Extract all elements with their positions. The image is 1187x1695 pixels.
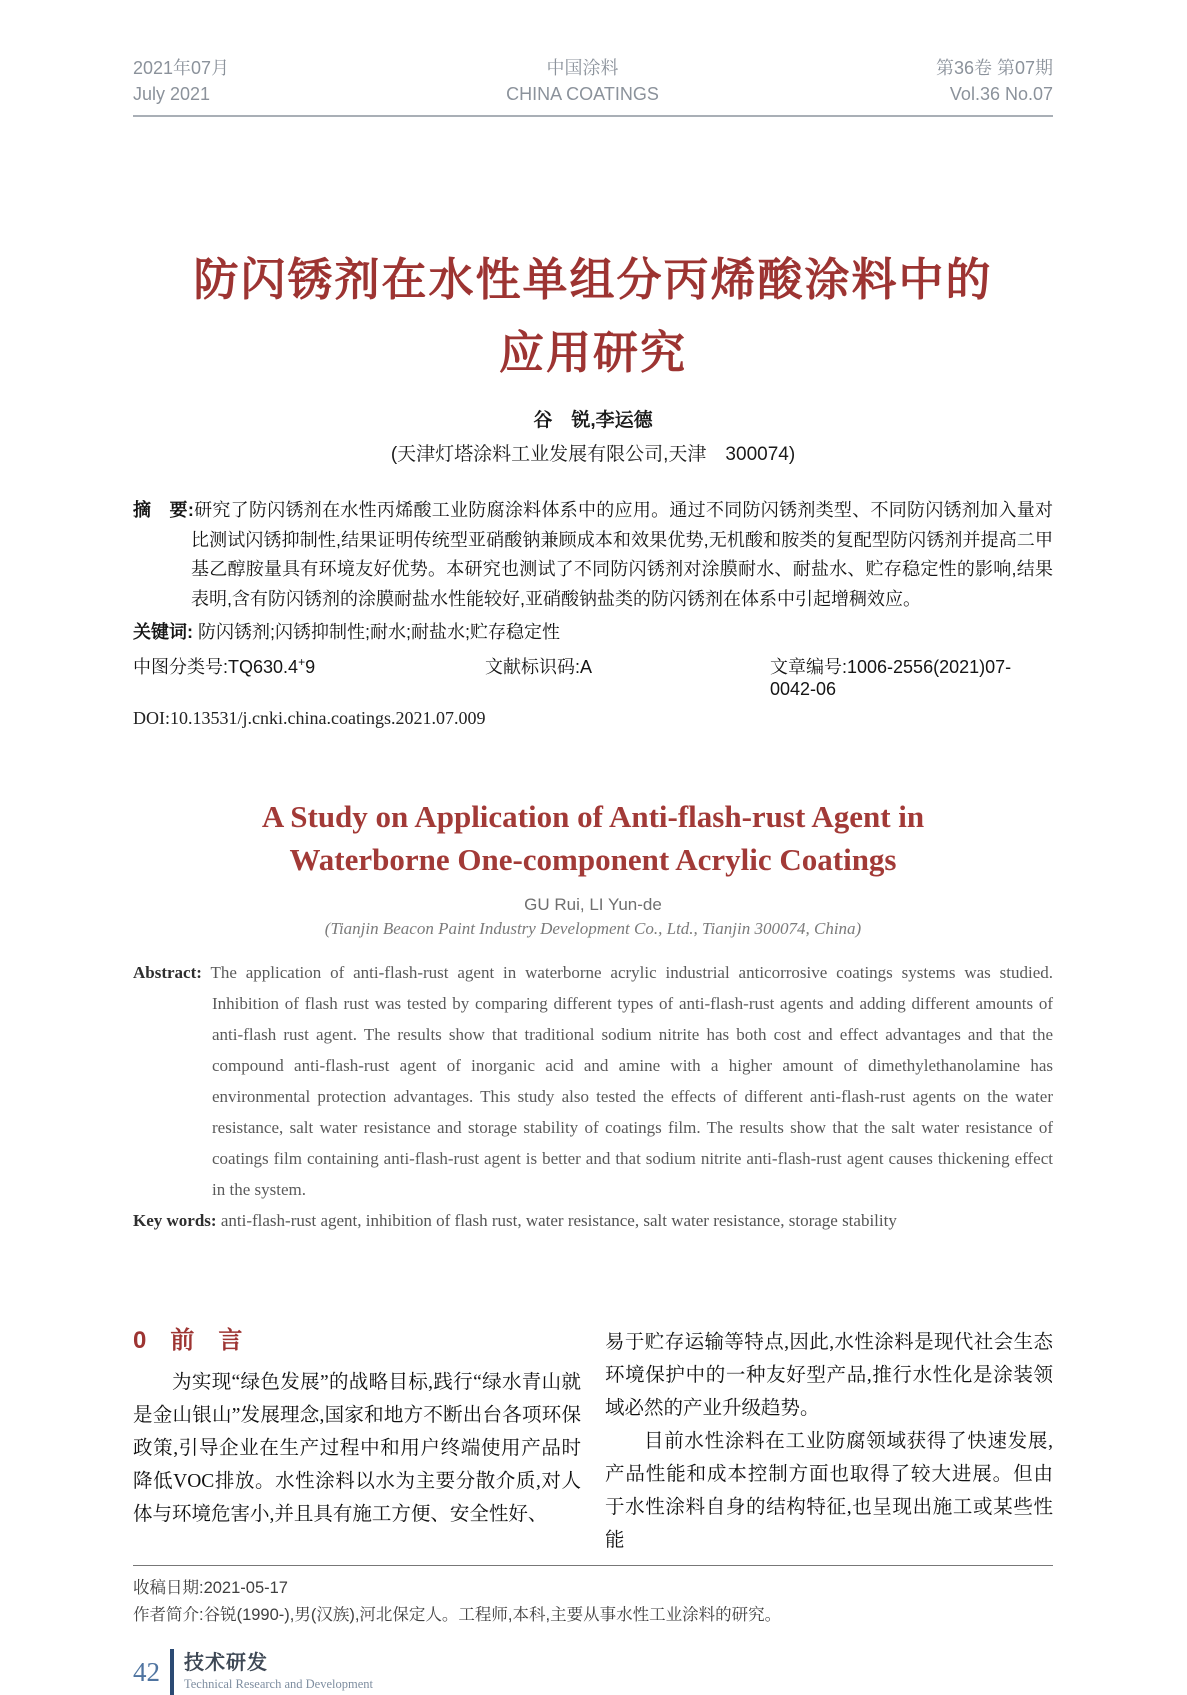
keywords-cn-text: 防闪锈剂;闪锈抑制性;耐水;耐盐水;贮存稳定性 (198, 622, 561, 642)
article-title-en-line2: Waterborne One-component Acrylic Coatings (289, 842, 897, 877)
body-paragraph: 目前水性涂料在工业防腐领域获得了快速发展,产品性能和成本控制方面也取得了较大进展。但由于水性涂料自身的结构特征,也呈现出施工或某些性能 (605, 1431, 1053, 1551)
footer-column-cn: 技术研发 (184, 1652, 268, 1674)
clc-superscript: + (298, 655, 306, 669)
abstract-en-text: The application of anti-flash-rust agent in waterborne acrylic industrial anticorrosive coatings systems was studied. Inhibition of flash rust was tested by comparing different types of anti-flash-rust agents and adding different amounts of anti-flash rust agent. The results show that traditional sodium nitrite has both cost and effect advantages and that the compound anti-flash-rust agent of inorganic acid and amine with a higher amount of dimethylethanolamine has environmental protection advantages. This study also tested the effects of different anti-flash-rust agents on the water resistance, salt water resistance and storage stability of coatings film. The results show that the salt water resistance of coatings film containing anti-flash-rust agent is better and that sodium nitrite anti-flash-rust agent causes thickening effect in the system. (210, 963, 1053, 1199)
footer-divider-bar (170, 1649, 174, 1695)
body-column-right (605, 1326, 1053, 1557)
header-issue (936, 55, 1053, 107)
article-title-en-line1: A Study on Application of Anti-flash-rust Agent in (261, 799, 925, 834)
keywords-en-label: Key words: (133, 1211, 217, 1230)
header-date (133, 55, 229, 107)
issue-en: Vol.36 No.07 (949, 84, 1053, 104)
body-column-left (133, 1326, 581, 1557)
received-date: 收稿日期:2021-05-17 (133, 1579, 288, 1597)
classification-row (133, 653, 1053, 700)
authors-cn: 谷 锐,李运德 (533, 410, 653, 431)
header-date-en: July 2021 (133, 84, 211, 104)
body-paragraph: 为实现“绿色发展”的战略目标,践行“绿水青山就是金山银山”发展理念,国家和地方不断出台各项环保政策,引导企业在生产过程中和用户终端使用产品时降低VOC排放。水性涂料以水为主要分散介质,对人体与环境危害小,并且具有施工方便、安全性好、 (133, 1372, 581, 1525)
issue-cn: 第36卷 第07期 (935, 58, 1053, 78)
author-bio: 作者简介:谷锐(1990-),男(汉族),河北保定人。工程师,本科,主要从事水性工业涂料的研究。 (133, 1606, 782, 1624)
body-columns (133, 1326, 1053, 1557)
journal-name-en: CHINA COATINGS (506, 84, 659, 104)
document-code: 文献标识码:A (485, 657, 593, 677)
abstract-cn-label: 摘 要: (133, 500, 194, 520)
header-journal-name (506, 55, 659, 107)
journal-name-cn: 中国涂料 (546, 58, 619, 78)
article-title-cn (133, 243, 1053, 389)
article-title-cn-line1: 防闪锈剂在水性单组分丙烯酸涂料中的 (193, 254, 993, 305)
affiliation-en: (Tianjin Beacon Paint Industry Development Co., Ltd., Tianjin 300074, China) (324, 919, 862, 938)
authors-en: GU Rui, LI Yun-de (524, 895, 662, 914)
article-number: 文章编号:1006-2556(2021)07-0042-06 (770, 657, 1012, 699)
footer-column-en: Technical Research and Development (184, 1677, 373, 1691)
clc-label: 中图分类号: (133, 657, 229, 677)
keywords-en (133, 1205, 1053, 1236)
abstract-en (133, 957, 1053, 1205)
journal-header (133, 55, 1053, 117)
footer-column-title (184, 1652, 373, 1692)
clc-base: TQ630.4 (228, 657, 299, 677)
header-date-cn: 2021年07月 (133, 58, 230, 78)
article-title-cn-line2: 应用研究 (498, 327, 687, 378)
affiliation-cn: (天津灯塔涂料工业发展有限公司,天津 300074) (390, 444, 796, 465)
doi: DOI:10.13531/j.cnki.china.coatings.2021.07.009 (133, 708, 486, 728)
article-title-en (133, 795, 1053, 881)
section-0-heading: 0 前 言 (133, 1327, 243, 1354)
keywords-cn (133, 618, 1053, 644)
page-footer (133, 1649, 1053, 1695)
page-number: 42 (133, 1656, 160, 1687)
clc-number (133, 653, 485, 700)
keywords-en-text: anti-flash-rust agent, inhibition of flash rust, water resistance, salt water resistance, storage stability (220, 1211, 897, 1230)
body-paragraph: 易于贮存运输等特点,因此,水性涂料是现代社会生态环境保护中的一种友好型产品,推行水性化是涂装领域必然的产业升级趋势。 (605, 1332, 1053, 1419)
abstract-cn-text: 研究了防闪锈剂在水性丙烯酸工业防腐涂料体系中的应用。通过不同防闪锈剂类型、不同防闪锈剂加入量对比测试闪锈抑制性,结果证明传统型亚硝酸钠兼顾成本和效果优势,无机酸和胺类的复配型防闪锈剂并提高二甲基乙醇胺量具有环境友好优势。本研究也测试了不同防闪锈剂对涂膜耐水、耐盐水、贮存稳定性的影响,结果表明,含有防闪锈剂的涂膜耐盐水性能较好,亚硝酸钠盐类的防闪锈剂在体系中引起增稠效应。 (191, 500, 1053, 609)
footnote (133, 1565, 1053, 1629)
clc-tail: 9 (305, 657, 316, 677)
abstract-cn (133, 496, 1053, 614)
keywords-cn-label: 关键词: (133, 622, 193, 642)
abstract-en-label: Abstract: (133, 963, 202, 982)
